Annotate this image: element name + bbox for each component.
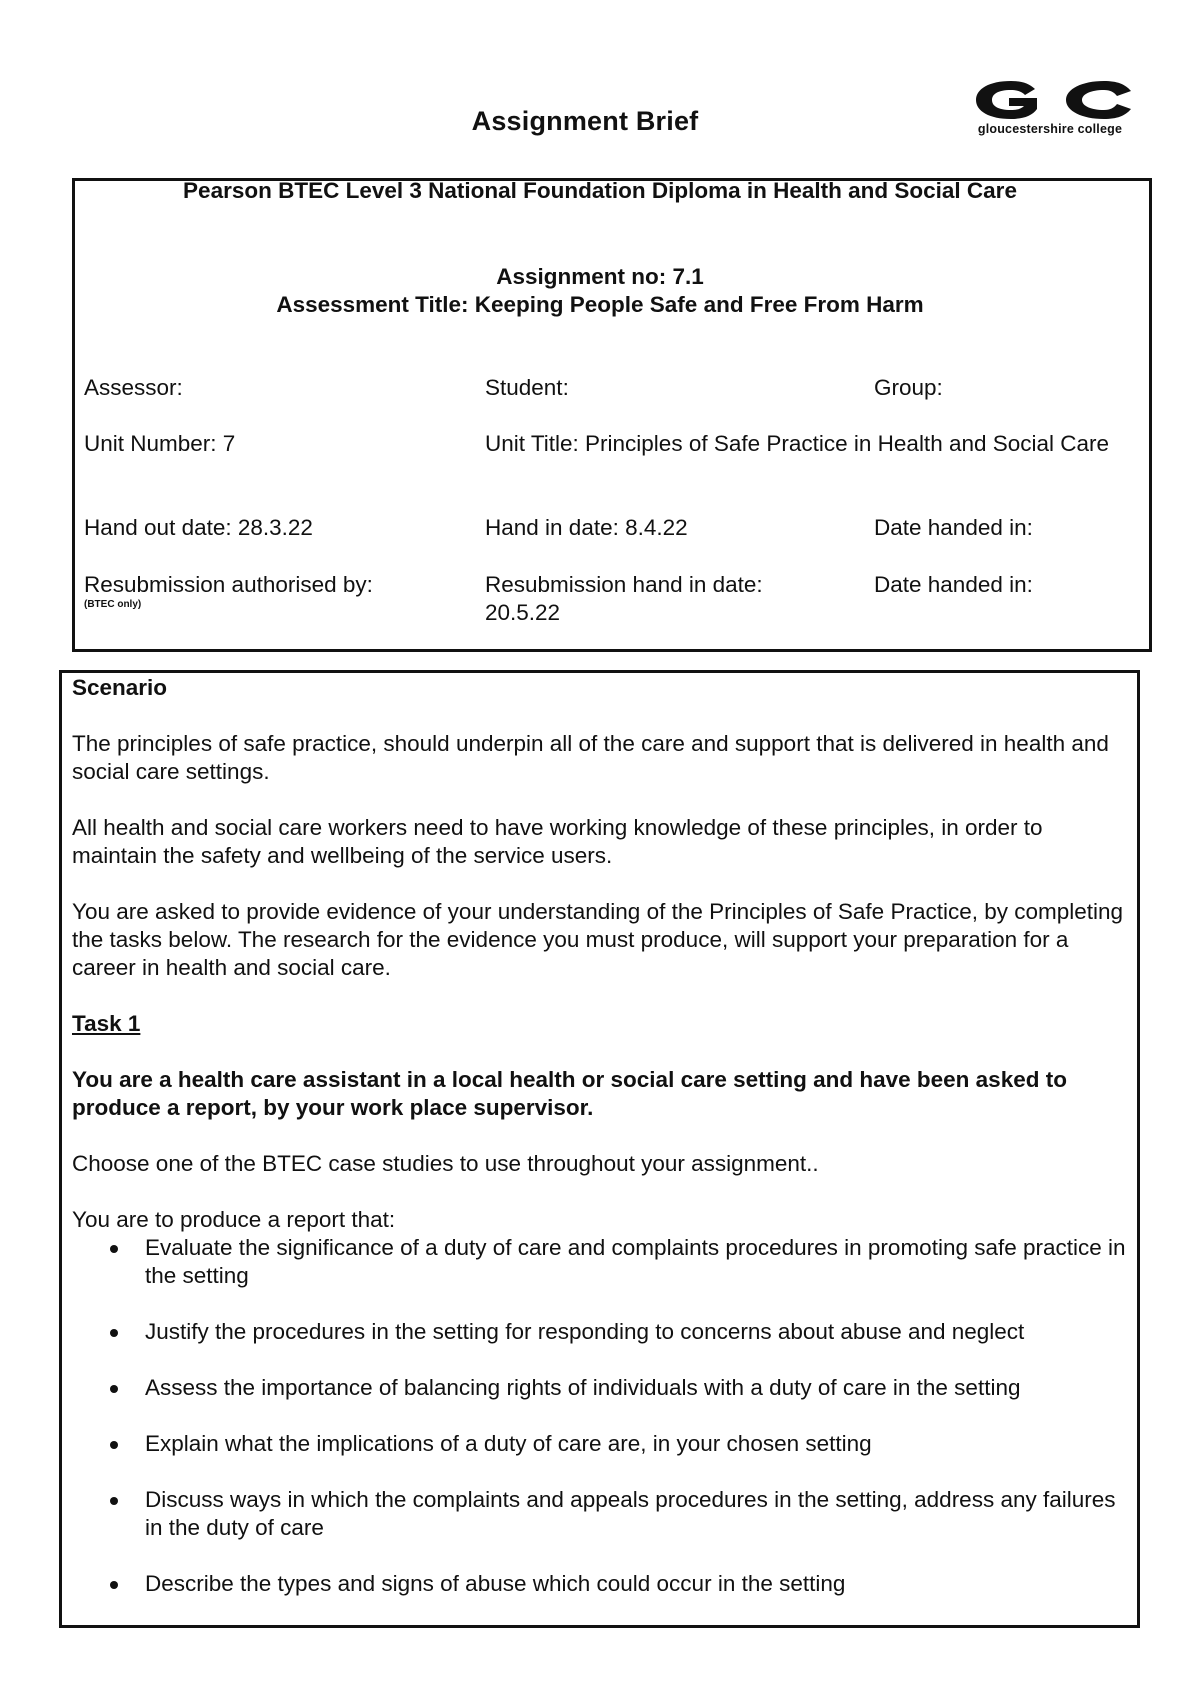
list-item xyxy=(145,1318,1132,1346)
scenario-heading: Scenario xyxy=(72,675,168,700)
list-item xyxy=(145,1374,1132,1402)
bullet-icon xyxy=(110,1581,118,1589)
task-1-intro: You are a health care assistant in a local health or social care setting and have been asked to produce a report, by your work place supervisor. xyxy=(72,1067,1067,1120)
gc-logo-icon xyxy=(965,80,1140,120)
unit-title: Unit Title: Principles of Safe Practice in Health and Social Care xyxy=(485,431,1110,456)
list-item-text: Evaluate the significance of a duty of care and complaints procedures in promoting safe practice in the setting xyxy=(145,1235,1126,1288)
bullet-icon xyxy=(110,1329,118,1337)
assignment-number: Assignment no: 7.1 xyxy=(496,264,704,289)
scenario-paragraph: The principles of safe practice, should underpin all of the care and support that is delivered in health and social care settings. xyxy=(72,731,1109,784)
course-title: Pearson BTEC Level 3 National Foundation Diploma in Health and Social Care xyxy=(183,178,1017,203)
resubmission-date-handed-in: Date handed in: xyxy=(874,572,1033,597)
task-1-heading: Task 1 xyxy=(72,1011,141,1036)
list-item-text: Assess the importance of balancing rights of individuals with a duty of care in the setting xyxy=(145,1375,1021,1400)
list-item-text: Justify the procedures in the setting for responding to concerns about abuse and neglect xyxy=(145,1319,1025,1344)
resubmission-hand-in-date: Resubmission hand in date: 20.5.22 xyxy=(485,572,763,625)
list-item xyxy=(145,1430,1132,1458)
btec-only-note: (BTEC only) xyxy=(84,599,142,610)
resubmission-authorised-block xyxy=(84,571,373,611)
list-item-text: Explain what the implications of a duty of care are, in your chosen setting xyxy=(145,1431,872,1456)
task-1-report-intro: You are to produce a report that: xyxy=(72,1207,396,1232)
list-item-text: Describe the types and signs of abuse which could occur in the setting xyxy=(145,1571,846,1596)
unit-number: Unit Number: 7 xyxy=(84,431,236,456)
scenario-paragraph: All health and social care workers need to have working knowledge of these principles, in order to maintain the safety and wellbeing of the service users. xyxy=(72,815,1043,868)
bullet-icon xyxy=(110,1385,118,1393)
assessment-title: Assessment Title: Keeping People Safe and Free From Harm xyxy=(276,292,924,317)
hand-in-date: Hand in date: 8.4.22 xyxy=(485,515,688,540)
list-item xyxy=(145,1486,1132,1542)
list-item xyxy=(145,1570,1132,1598)
task-1-choose-case-study: Choose one of the BTEC case studies to use throughout your assignment.. xyxy=(72,1151,819,1176)
student-label: Student: xyxy=(485,375,569,400)
resubmission-authorised-label: Resubmission authorised by: xyxy=(84,572,373,597)
page-title: Assignment Brief xyxy=(471,106,699,136)
list-item xyxy=(145,1234,1132,1290)
scenario-paragraph: You are asked to provide evidence of your understanding of the Principles of Safe Practice, by completing the tasks below. The research for the evidence you must produce, will support your preparation for a career in health and social care. xyxy=(72,899,1124,980)
bullet-icon xyxy=(110,1441,118,1449)
logo-text: gloucestershire college xyxy=(977,122,1123,136)
scenario-task-content xyxy=(72,674,1132,1626)
bullet-icon xyxy=(110,1245,118,1253)
date-handed-in: Date handed in: xyxy=(874,515,1033,540)
group-label: Group: xyxy=(874,375,943,400)
hand-out-date: Hand out date: 28.3.22 xyxy=(84,515,313,540)
assessor-label: Assessor: xyxy=(84,375,183,400)
list-item-text: Discuss ways in which the complaints and appeals procedures in the setting, address any failures in the duty of care xyxy=(145,1487,1116,1540)
bullet-icon xyxy=(110,1497,118,1505)
task-1-bullet-list xyxy=(72,1234,1132,1598)
college-logo xyxy=(960,80,1140,140)
